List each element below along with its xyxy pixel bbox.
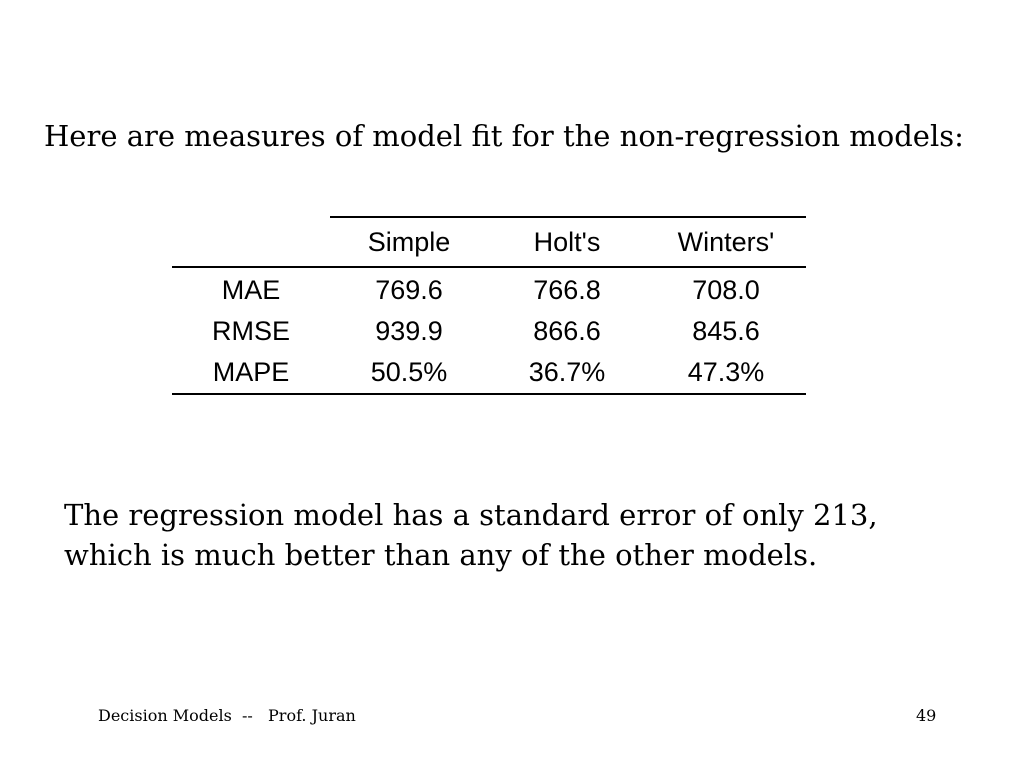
cell-mape-holts: 36.7% <box>488 352 646 394</box>
table-corner-cell <box>172 217 330 267</box>
cell-rmse-simple: 939.9 <box>375 316 443 346</box>
conclusion-line-2: which is much better than any of the other models. <box>64 538 818 572</box>
table-row-mape <box>172 352 806 394</box>
cell-mape-simple: 50.5% <box>330 352 488 394</box>
conclusion-line-1: The regression model has a standard error of only 213, <box>64 498 878 532</box>
row-label-mape: MAPE <box>172 352 330 394</box>
row-label-mae: MAE <box>221 275 281 305</box>
conclusion-text <box>64 495 878 575</box>
cell-rmse-winters: 845.6 <box>692 316 760 346</box>
column-header-holts: Holt's <box>488 217 646 267</box>
cell-rmse-holts: 866.6 <box>533 316 601 346</box>
footer-course-label: Decision Models -- Prof. Juran <box>98 706 356 725</box>
column-header-winters: Winters' <box>646 217 806 267</box>
cell-mae-winters: 708.0 <box>692 275 760 305</box>
cell-mape-winters: 47.3% <box>646 352 806 394</box>
footer-page-number: 49 <box>916 706 937 725</box>
cell-mae-simple: 769.6 <box>375 275 443 305</box>
table-header-row <box>172 217 806 267</box>
intro-text: Here are measures of model fit for the non-regression models: <box>44 119 964 153</box>
column-header-simple: Simple <box>330 217 488 267</box>
cell-mae-holts: 766.8 <box>533 275 601 305</box>
table-row-mae <box>172 267 806 311</box>
table-row-rmse <box>172 311 806 352</box>
row-label-rmse: RMSE <box>211 316 290 346</box>
model-fit-table <box>172 216 806 395</box>
